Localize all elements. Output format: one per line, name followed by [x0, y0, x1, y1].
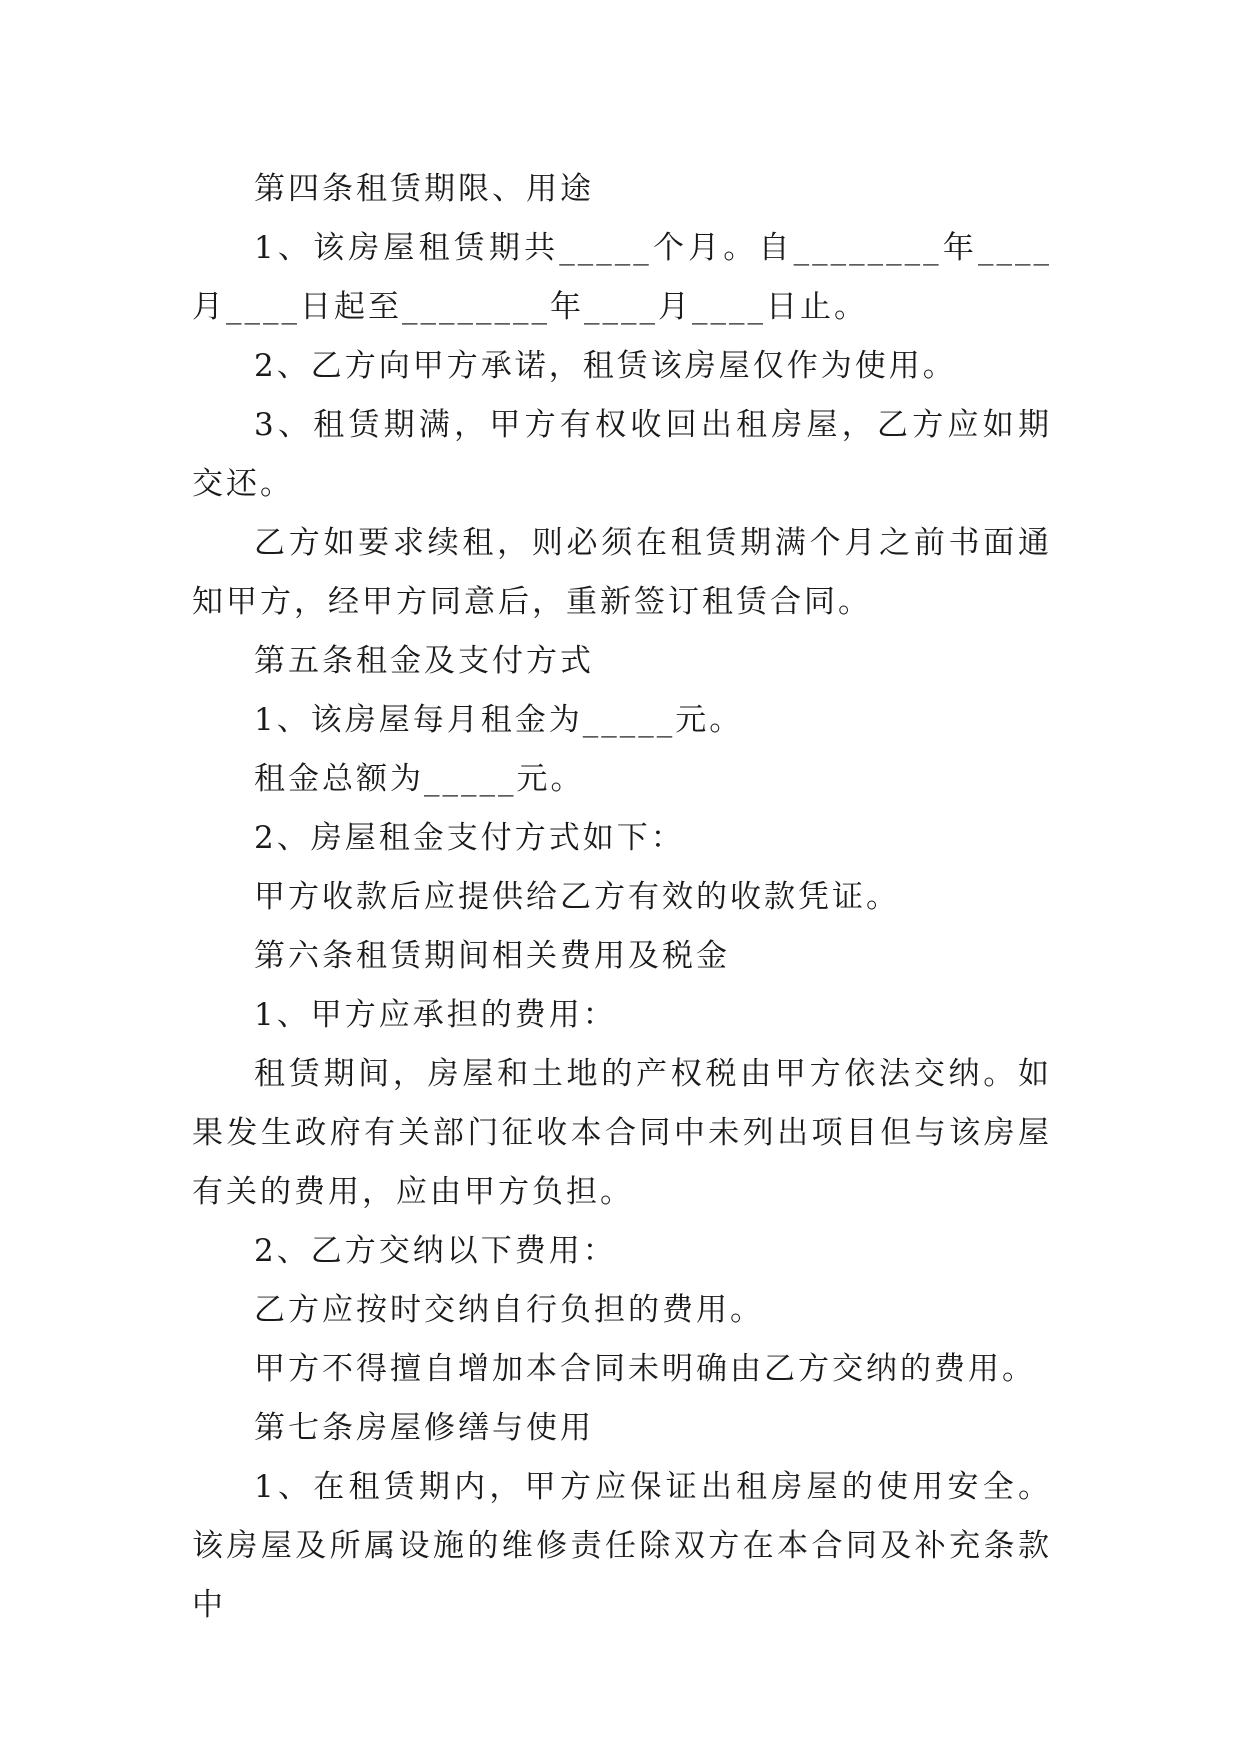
paragraph-payment-method: 2、房屋租金支付方式如下： [254, 820, 685, 856]
paragraph-lease-purpose: 2、乙方向甲方承诺，租赁该房屋仅作为使用。 [254, 348, 957, 384]
paragraph-lease-term: 1、该房屋租赁期共_____个月。自________年____月____日起至________年____月____日止。 [192, 230, 1052, 325]
paragraph-total-rent: 租金总额为_____元。 [254, 761, 585, 797]
paragraph-payment-receipt: 甲方收款后应提供给乙方有效的收款凭证。 [254, 879, 900, 915]
section-heading-article-4: 第四条租赁期限、用途 [254, 171, 594, 207]
paragraph-lease-renewal: 乙方如要求续租，则必须在租赁期满个月之前书面通知甲方，经甲方同意后，重新签订租赁合同。 [192, 525, 1052, 620]
paragraph-lease-expiry: 3、租赁期满，甲方有权收回出租房屋，乙方应如期交还。 [192, 407, 1052, 502]
section-heading-article-5: 第五条租金及支付方式 [254, 643, 594, 679]
paragraph-property-tax: 租赁期间，房屋和土地的产权税由甲方依法交纳。如果发生政府有关部门征收本合同中未列出项目但与该房屋有关的费用，应由甲方负担。 [192, 1056, 1052, 1210]
paragraph-no-extra-fees: 甲方不得擅自增加本合同未明确由乙方交纳的费用。 [254, 1351, 1036, 1387]
paragraph-party-a-costs: 1、甲方应承担的费用： [254, 997, 617, 1033]
section-heading-article-7: 第七条房屋修缮与使用 [254, 1410, 594, 1446]
paragraph-repair-safety: 1、在租赁期内，甲方应保证出租房屋的使用安全。该房屋及所属设施的维修责任除双方在本合同及补充条款中 [192, 1469, 1052, 1623]
section-heading-article-6: 第六条租赁期间相关费用及税金 [254, 938, 730, 974]
paragraph-monthly-rent: 1、该房屋每月租金为_____元。 [254, 702, 744, 738]
paragraph-party-b-payment: 乙方应按时交纳自行负担的费用。 [254, 1292, 764, 1328]
paragraph-party-b-costs: 2、乙方交纳以下费用： [254, 1233, 617, 1269]
document-body [192, 160, 1052, 1635]
